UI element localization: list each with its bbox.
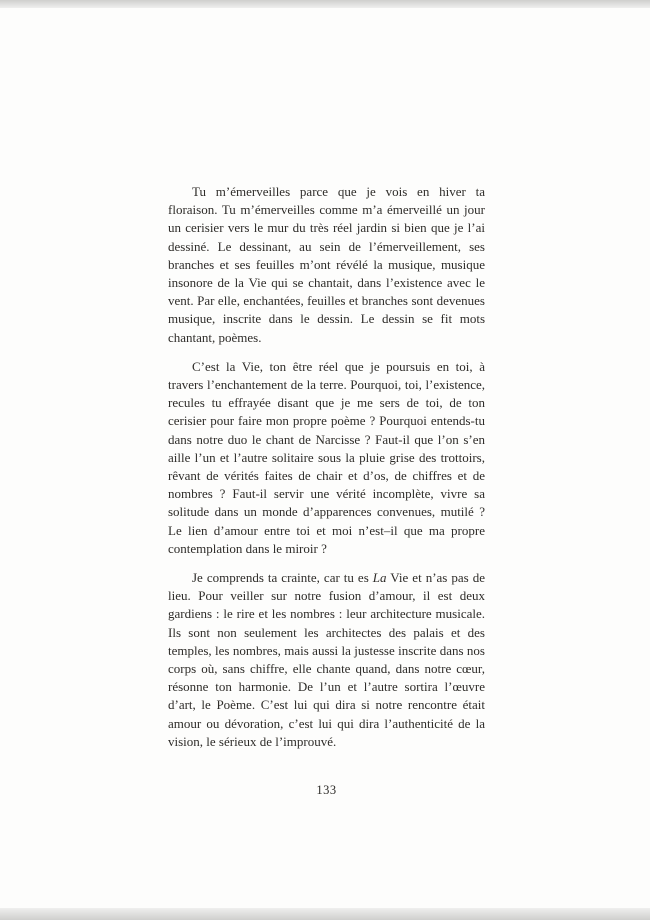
scan-edge-top: [0, 0, 650, 8]
page-number: 133: [316, 783, 337, 797]
page-text-block: [168, 183, 485, 751]
paragraph-3: [168, 569, 485, 751]
paragraph-1: Tu m’émerveilles parce que je vois en hiver ta floraison. Tu m’émerveilles comme m’a émerveillé un jour un cerisier vers le mur du très réel jardin si bien que je l’ai dessiné. Le dessinant, au sein de l’émerveillement, ses branches et ses feuilles m’ont révélé la musique, musique insonore de la Vie qui se chantait, dans l’existence avec le vent. Par elle, enchantées, feuilles et branches sont devenues musique, inscrite dans le dessin. Le dessin se fit mots chantant, poèmes.: [168, 184, 485, 345]
paragraph-2: C’est la Vie, ton être réel que je poursuis en toi, à travers l’enchantement de la terre. Pourquoi, toi, l’existence, recules tu effrayée disant que je me sers de toi, de ton cerisier pour faire mon propre poème ? Pourquoi entends-tu dans notre duo le chant de Narcisse ? Faut-il que l’on s’en aille l’un et l’autre solitaire sous la pluie grise des trottoirs, rêvant de vérités faites de chair et d’os, de chiffres et de nombres ? Faut-il servir une vérité incomplète, vivre sa solitude dans un monde d’apparences convenues, mutilé ? Le lien d’amour entre toi et moi n’est–il que ma propre contemplation dans le miroir ?: [168, 358, 485, 556]
paragraph-3-segment-before: Je comprends ta crainte, car tu es: [192, 570, 373, 586]
scan-edge-bottom: [0, 908, 650, 920]
paragraph-3-segment-after: Vie et n’as pas de lieu. Pour veiller sur notre fusion d’amour, il est deux gardiens : le rire et les nombres : leur architecture musicale. Ils sont non seulement les architectes des palais et des temples, les nombres, mais aussi la justesse inscrite dans nos corps où, sans chiffre, elle chante quand, dans notre cœur, résonne ton harmonie. De l’un et l’autre sortira l’œuvre d’art, le Poème. C’est lui qui dira si notre rencontre était amour ou dévoration, c’est lui qui dira l’authenticité de la vision, le sérieux de l’improuvé.: [168, 570, 485, 749]
paragraph-3-segment-italic: La: [372, 570, 387, 586]
